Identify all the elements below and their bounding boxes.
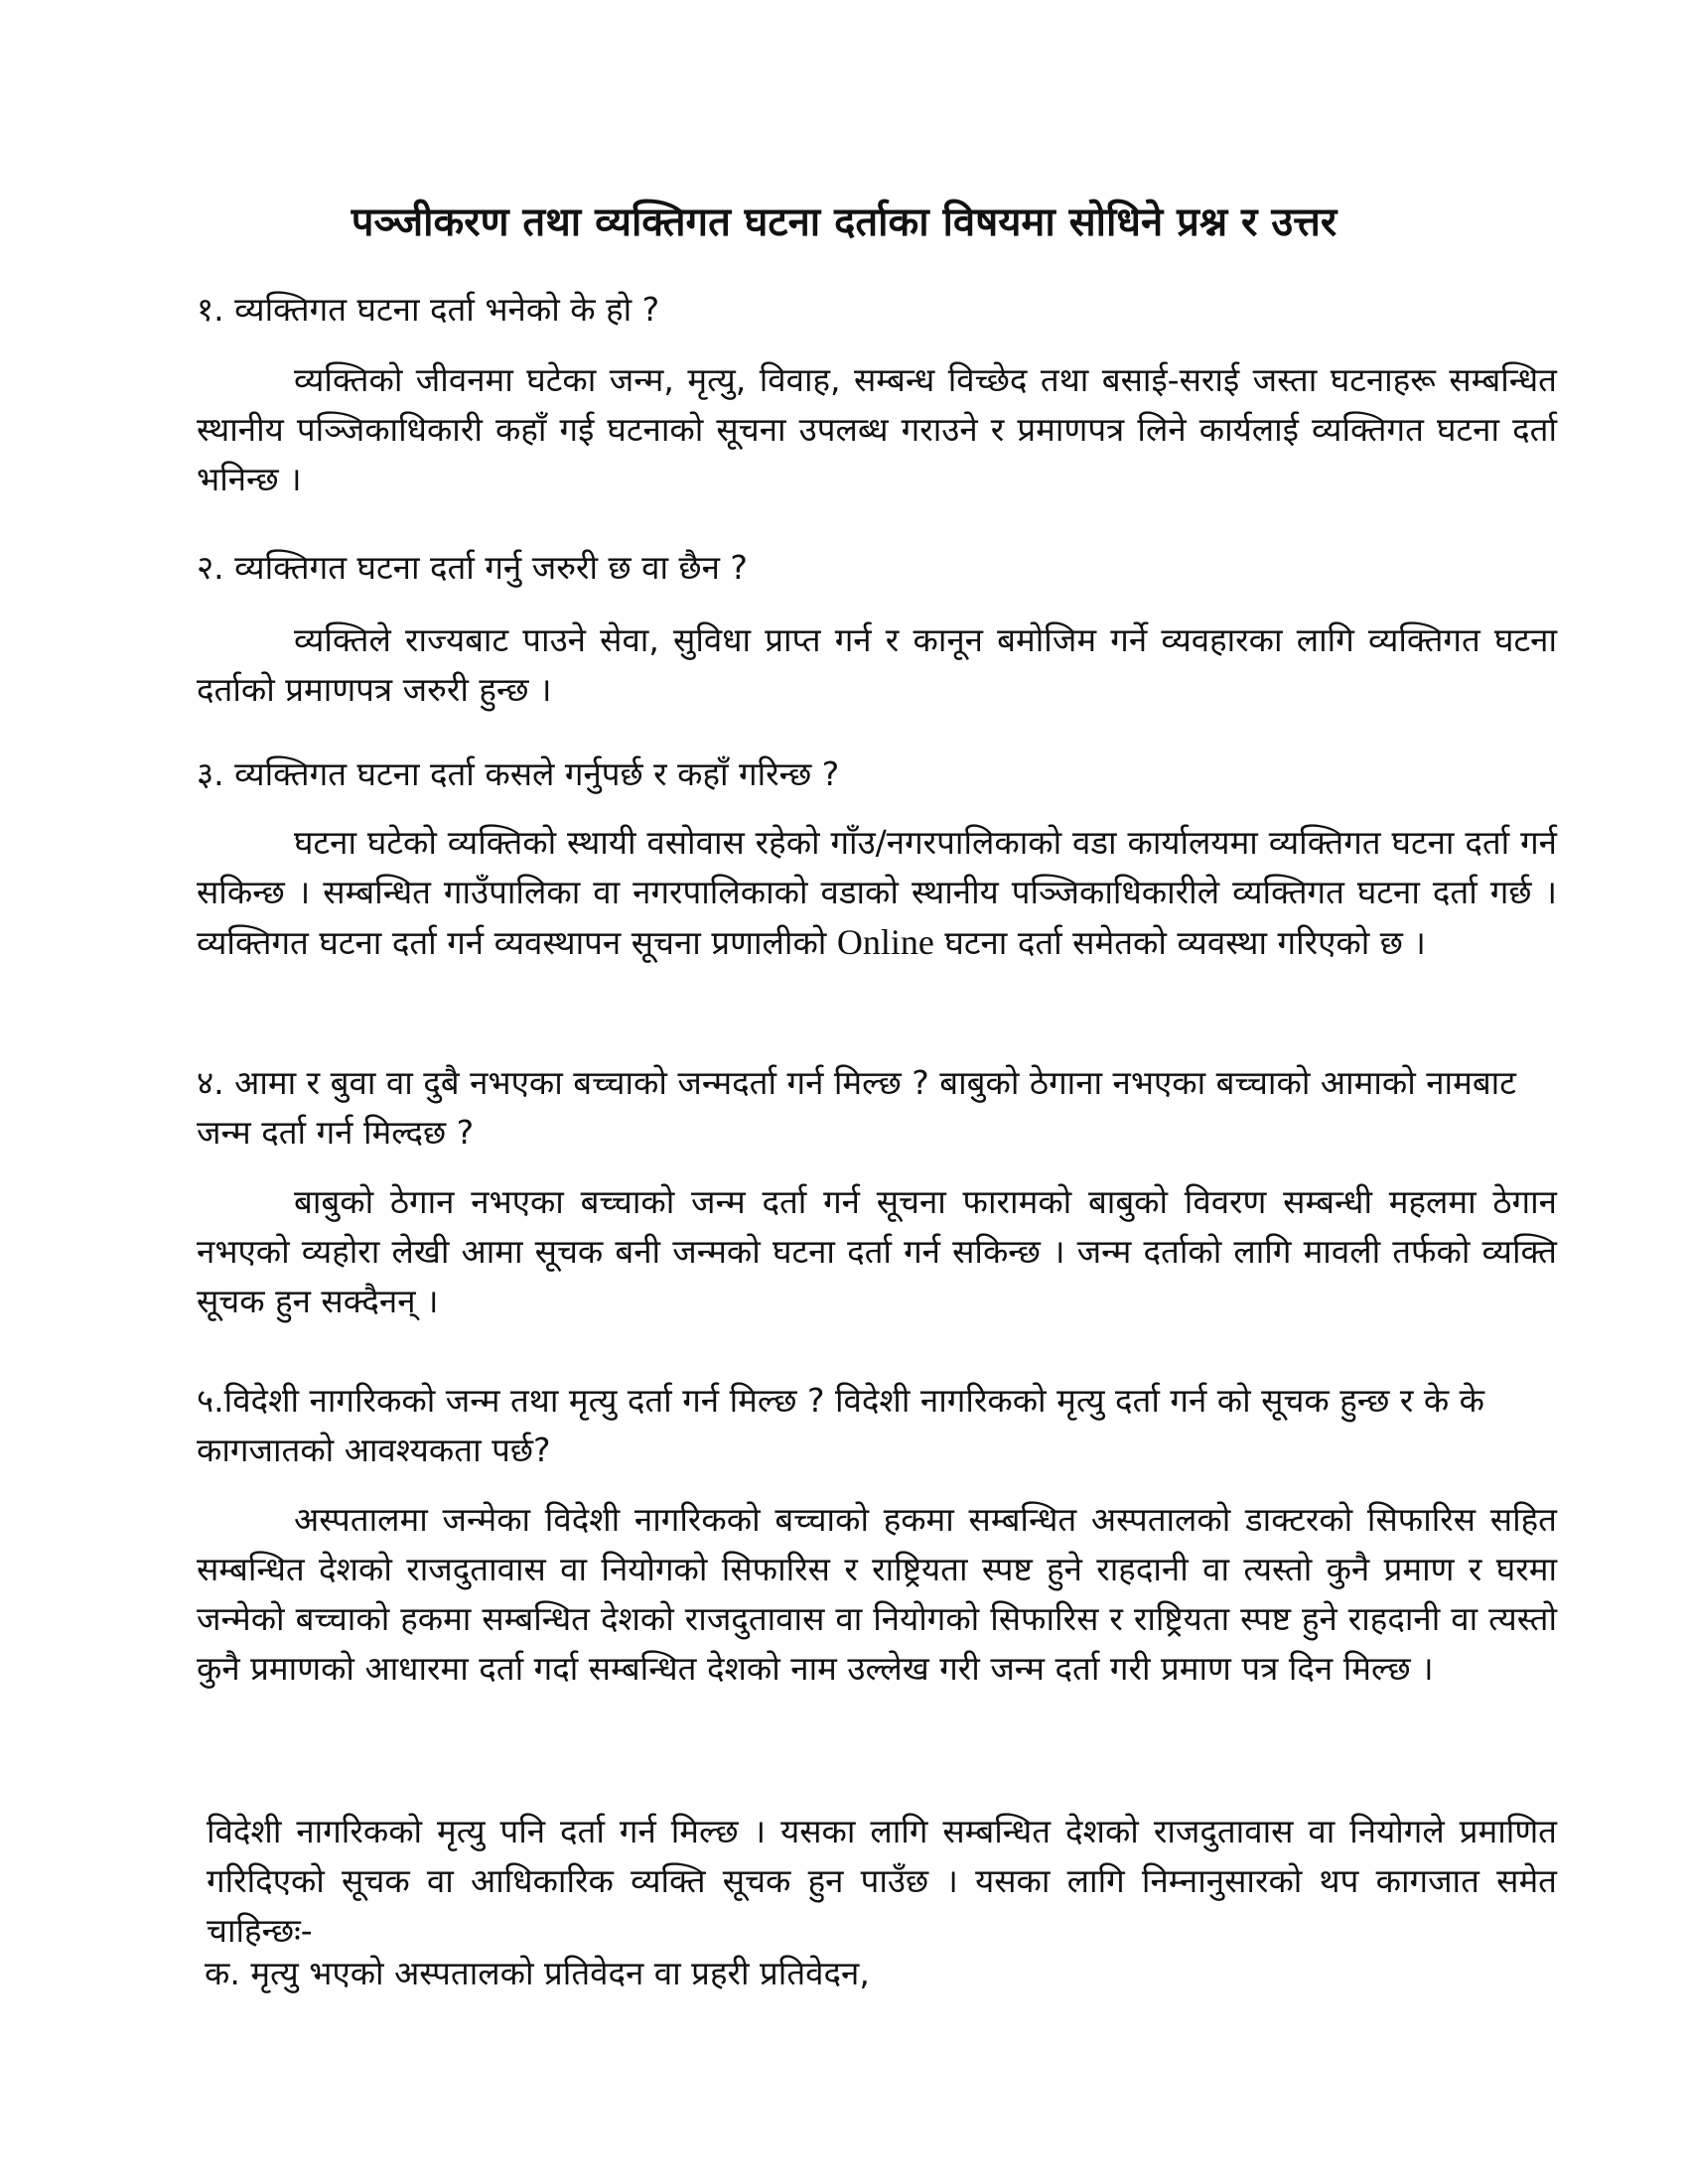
question-3: ३. व्यक्तिगत घटना दर्ता कसले गर्नुपर्छ र कहाँ गरिन्छ ? [197, 754, 840, 793]
answer-4 [197, 1177, 1557, 1326]
answer-3 [197, 818, 1557, 968]
question-2: २. व्यक्तिगत घटना दर्ता गर्नु जरुरी छ वा छैन ? [197, 548, 748, 587]
answer-1-text: व्यक्तिको जीवनमा घटेका जन्म, मृत्यु, विवाह, सम्बन्ध विच्छेद तथा बसाई-सराई जस्ता घटनाहरू सम्बन्धित स्थानीय पञ्जिकाधिकारी कहाँ गई घटनाको सूचना उपलब्ध गराउने र प्रमाणपत्र लिने कार्यलाई व्यक्तिगत घटना दर्ता भनिन्छ । [197, 360, 1557, 498]
list-item-ka: क. मृत्यु भएको अस्पतालको प्रतिवेदन वा प्रहरी प्रतिवेदन, [205, 1954, 870, 1992]
answer-2-text: व्यक्तिले राज्यबाट पाउने सेवा, सुविधा प्राप्त गर्न र कानून बमोजिम गर्ने व्यवहारका लागि व्यक्तिगत घटना दर्ताको प्रमाणपत्र जरुरी हुन्छ । [197, 620, 1557, 709]
question-1: १. व्यक्तिगत घटना दर्ता भनेको के हो ? [197, 290, 660, 329]
answer-4-text: बाबुको ठेगान नभएका बच्चाको जन्म दर्ता गर्न सूचना फारामको बाबुको विवरण सम्बन्धी महलमा ठेगान नभएको व्यहोरा लेखी आमा सूचक बनी जन्मको घटना दर्ता गर्न सकिन्छ । जन्म दर्ताको लागि मावली तर्फको व्यक्ति सूचक हुन सक्दैनन् । [197, 1182, 1557, 1320]
answer-3-text-start: घटना घटेको व्यक्तिको स्थायी वसोवास रहेको गाँउ/नगरपालिकाको वडा कार्यालयमा व्यक्तिगत घटना दर्ता गर्न सकिन्छ । सम्बन्धित गाउँपालिका वा नगरपालिकाको वडाको स्थानीय पञ्जिकाधिकारीले व्यक्तिगत घटना दर्ता गर्छ । व्यक्तिगत घटना दर्ता गर्न व्यवस्थापन सूचना प्रणालीको [197, 823, 1557, 962]
page-title: पञ्जीकरण तथा व्यक्तिगत घटना दर्ताका विषयमा सोधिने प्रश्न र उत्तर [351, 200, 1337, 245]
answer-3-text-end: घटना दर्ता समेतको व्यवस्था गरिएको छ । [944, 923, 1426, 962]
question-4: ४. आमा र बुवा वा दुबै नभएका बच्चाको जन्मदर्ता गर्न मिल्छ ? बाबुको ठेगाना नभएका बच्चाको आमाको नामबाट जन्म दर्ता गर्न मिल्दछ ? [197, 1063, 1516, 1152]
online-term: Online [836, 922, 934, 962]
answer-2 [197, 615, 1557, 715]
answer-5-foreigner-death: विदेशी नागरिकको मृत्यु पनि दर्ता गर्न मिल्छ । यसका लागि सम्बन्धित देशको राजदुतावास वा नियोगले प्रमाणित गरिदिएको सूचक वा आधिकारिक व्यक्ति सूचक हुन पाउँछ । यसका लागि निम्नानुसारको थप कागजात समेत चाहिन्छः- [207, 1812, 1557, 1950]
answer-5 [197, 1495, 1557, 1694]
question-5: ५.विदेशी नागरिकको जन्म तथा मृत्यु दर्ता गर्न मिल्छ ? विदेशी नागरिकको मृत्यु दर्ता गर्न को सूचक हुन्छ र के के कागजातको आवश्यकता पर्छ? [197, 1381, 1485, 1469]
answer-5-text: अस्पतालमा जन्मेका विदेशी नागरिकको बच्चाको हकमा सम्बन्धित अस्पतालको डाक्टरको सिफारिस सहित सम्बन्धित देशको राजदुतावास वा नियोगको सिफारिस र राष्ट्रियता स्पष्ट हुने राहदानी वा त्यस्तो कुनै प्रमाण र घरमा जन्मेको बच्चाको हकमा सम्बन्धित देशको राजदुतावास वा नियोगको सिफारिस र राष्ट्रियता स्पष्ट हुने राहदानी वा त्यस्तो कुनै प्रमाणको आधारमा दर्ता गर्दा सम्बन्धित देशको नाम उल्लेख गरी जन्म दर्ता गरी प्रमाण पत्र दिन मिल्छ । [197, 1500, 1557, 1688]
answer-1 [197, 355, 1557, 504]
